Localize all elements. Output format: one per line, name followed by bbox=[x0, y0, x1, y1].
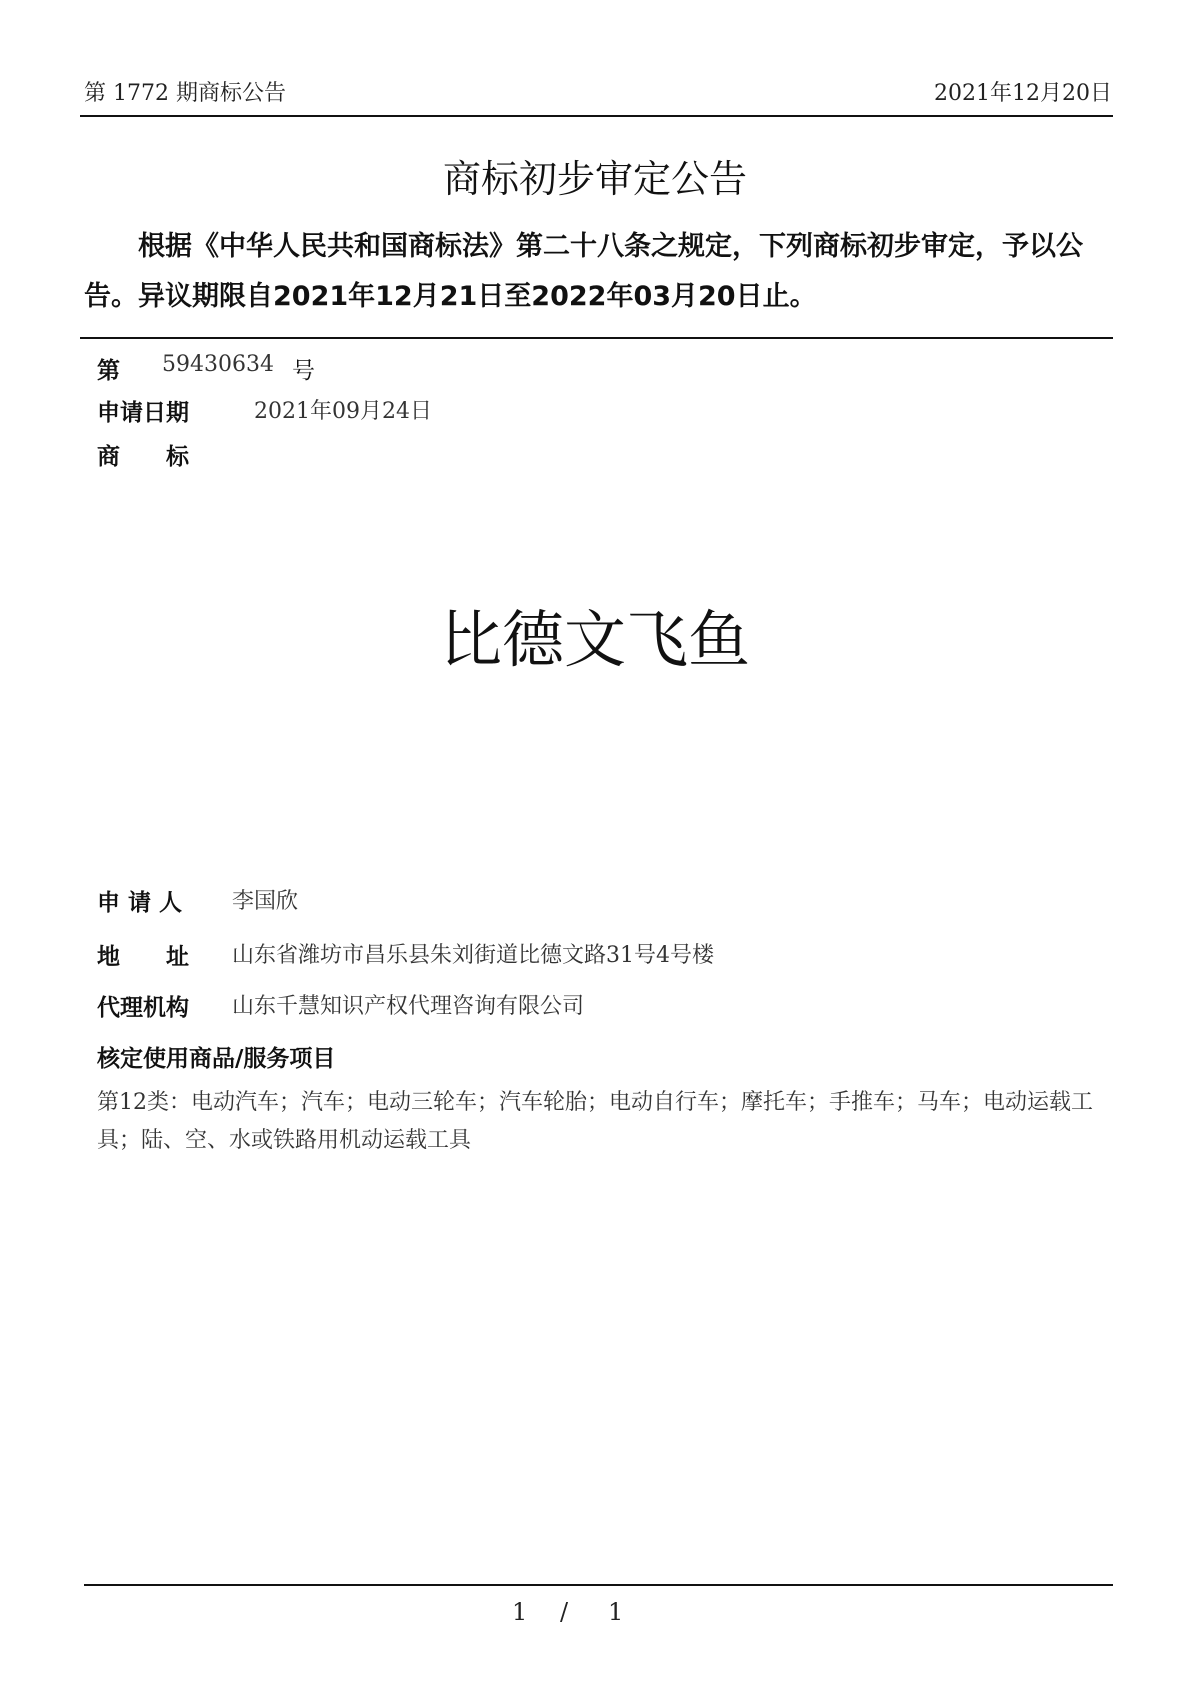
page-number: 1 bbox=[512, 1598, 528, 1626]
applicant: 李国欣 bbox=[232, 889, 299, 914]
applicant-label: 申 请 人 bbox=[97, 890, 183, 916]
number-prefix: 第 bbox=[97, 358, 120, 384]
address-label: 地 址 bbox=[97, 944, 189, 970]
agent-label: 代理机构 bbox=[97, 995, 189, 1021]
trademark-wordmark: 比德文飞鱼 bbox=[439, 603, 750, 676]
address: 山东省潍坊市昌乐县朱刘街道比德文路31号4号楼 bbox=[232, 943, 714, 968]
notice-paragraph: 根据《中华人民共和国商标法》第二十八条之规定，下列商标初步审定，予以公告。异议期限自2021年12月21日至2022年03月20日止。 bbox=[84, 231, 1083, 312]
goods-list: 第12类：电动汽车；汽车；电动三轮车；汽车轮胎；电动自行车；摩托车；手推车；马车；电动运载工具；陆、空、水或铁路用机动运载工具 bbox=[97, 1090, 1093, 1153]
apply-date: 2021年09月24日 bbox=[254, 399, 432, 424]
issue-date: 2021年12月20日 bbox=[934, 81, 1112, 106]
trademark-label: 商 标 bbox=[97, 444, 189, 470]
apply-date-label: 申请日期 bbox=[97, 400, 189, 426]
header-rule bbox=[80, 115, 1113, 117]
agent: 山东千慧知识产权代理咨询有限公司 bbox=[232, 994, 585, 1019]
page-title: 商标初步审定公告 bbox=[442, 157, 747, 201]
footer-rule bbox=[84, 1584, 1113, 1586]
registration-number: 59430634 bbox=[162, 352, 274, 377]
goods-label: 核定使用商品/服务项目 bbox=[97, 1046, 336, 1072]
section-rule bbox=[80, 337, 1113, 339]
page-separator: / bbox=[560, 1598, 569, 1626]
number-suffix: 号 bbox=[292, 358, 315, 384]
issue-number: 第 1772 期商标公告 bbox=[84, 81, 286, 106]
page-total: 1 bbox=[608, 1598, 624, 1626]
